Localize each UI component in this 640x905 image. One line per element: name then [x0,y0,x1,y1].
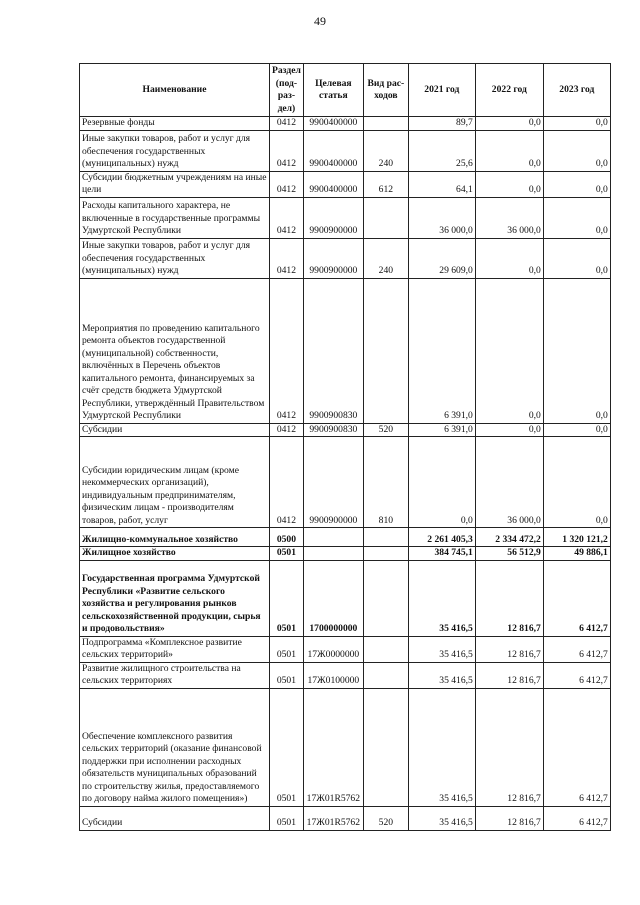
cell-target: 17Ж01R5762 [303,806,363,830]
table-row [80,423,611,437]
cell-expense: 240 [363,238,408,278]
cell-expense [363,278,408,423]
table-row [80,806,611,830]
table-row [80,547,611,561]
cell-section: 0500 [270,528,304,547]
table-row [80,528,611,547]
cell-section: 0412 [270,423,304,437]
cell-target: 9900900830 [303,278,363,423]
cell-2022: 2 334 472,2 [475,528,543,547]
cell-2023: 0,0 [543,437,610,528]
cell-target: 17Ж0100000 [303,662,363,688]
cell-2023: 0,0 [543,423,610,437]
cell-2021: 29 609,0 [408,238,475,278]
cell-name: Обеспечение комплексного развития сельских территорий (оказание финансовой поддержки при исполнении расходных обязательств муниципальных образований по строительству жилья, предоставляемого по договору найма жилого помещения») [80,688,270,806]
cell-2022: 0,0 [475,278,543,423]
cell-2021: 36 000,0 [408,197,475,238]
cell-2023: 0,0 [543,197,610,238]
cell-2023: 6 412,7 [543,806,610,830]
header-target: Целевая статья [303,64,363,117]
cell-expense: 520 [363,806,408,830]
table-row [80,238,611,278]
table-row [80,171,611,197]
cell-section: 0501 [270,688,304,806]
cell-target: 17Ж0000000 [303,636,363,662]
cell-2022: 36 000,0 [475,437,543,528]
cell-2023: 0,0 [543,117,610,131]
header-row [80,64,611,117]
cell-target: 1700000000 [303,560,363,636]
cell-2022: 0,0 [475,171,543,197]
cell-section: 0412 [270,238,304,278]
cell-name: Жилищное хозяйство [80,547,270,561]
cell-name: Резервные фонды [80,117,270,131]
cell-2023: 0,0 [543,171,610,197]
table-row [80,130,611,171]
cell-2021: 35 416,5 [408,636,475,662]
table-row [80,636,611,662]
cell-2021: 0,0 [408,437,475,528]
cell-expense: 520 [363,423,408,437]
cell-expense [363,560,408,636]
cell-2022: 12 816,7 [475,806,543,830]
cell-expense: 612 [363,171,408,197]
cell-expense [363,528,408,547]
cell-target: 9900900000 [303,197,363,238]
cell-expense [363,197,408,238]
header-2021: 2021 год [408,64,475,117]
cell-2021: 25,6 [408,130,475,171]
cell-2022: 12 816,7 [475,560,543,636]
cell-2021: 6 391,0 [408,278,475,423]
cell-name: Мероприятия по проведению капитального ремонта объектов государственной (муниципальной) собственности, включённых в Перечень объектов капитального ремонта, финансируемых за счёт средств бюджета Удмуртской Республики, утверждённый Правительством Удмуртской Республики [80,278,270,423]
header-2022: 2022 год [475,64,543,117]
table-row [80,197,611,238]
cell-expense: 810 [363,437,408,528]
cell-section: 0501 [270,806,304,830]
cell-expense [363,636,408,662]
cell-section: 0412 [270,130,304,171]
cell-2022: 0,0 [475,130,543,171]
cell-target: 9900900830 [303,423,363,437]
cell-2023: 1 320 121,2 [543,528,610,547]
cell-2023: 0,0 [543,278,610,423]
cell-section: 0412 [270,171,304,197]
cell-expense [363,117,408,131]
cell-2021: 35 416,5 [408,560,475,636]
cell-2022: 0,0 [475,423,543,437]
table-row [80,437,611,528]
cell-section: 0412 [270,197,304,238]
cell-target: 9900400000 [303,130,363,171]
cell-2021: 89,7 [408,117,475,131]
cell-target: 9900400000 [303,117,363,131]
cell-name: Субсидии [80,423,270,437]
cell-section: 0501 [270,560,304,636]
cell-name: Субсидии бюджетным учреждениям на иные цели [80,171,270,197]
cell-name: Субсидии [80,806,270,830]
cell-section: 0412 [270,437,304,528]
table-row [80,278,611,423]
cell-2023: 6 412,7 [543,662,610,688]
header-section: Раздел (под-раз-дел) [270,64,304,117]
cell-2021: 384 745,1 [408,547,475,561]
cell-2022: 12 816,7 [475,636,543,662]
cell-expense [363,662,408,688]
table-row [80,662,611,688]
cell-2023: 6 412,7 [543,560,610,636]
cell-name: Жилищно-коммунальное хозяйство [80,528,270,547]
header-expense: Вид рас-ходов [363,64,408,117]
cell-name: Субсидии юридическим лицам (кроме некоммерческих организаций), индивидуальным предпринимателям, физическим лицам - производителям товаров, работ, услуг [80,437,270,528]
cell-target [303,547,363,561]
cell-2023: 0,0 [543,130,610,171]
cell-2023: 6 412,7 [543,688,610,806]
cell-target [303,528,363,547]
cell-2022: 12 816,7 [475,662,543,688]
cell-section: 0501 [270,662,304,688]
header-name: Наименование [80,64,270,117]
page-number: 49 [314,14,326,28]
cell-name: Расходы капитального характера, не включенные в государственные программы Удмуртской Республики [80,197,270,238]
table-row [80,117,611,131]
cell-section: 0412 [270,117,304,131]
cell-target: 9900900000 [303,437,363,528]
cell-section: 0412 [270,278,304,423]
budget-table [79,63,611,831]
cell-2022: 0,0 [475,117,543,131]
cell-expense [363,688,408,806]
cell-2022: 56 512,9 [475,547,543,561]
cell-target: 9900900000 [303,238,363,278]
cell-2023: 49 886,1 [543,547,610,561]
cell-2021: 35 416,5 [408,688,475,806]
cell-2021: 6 391,0 [408,423,475,437]
cell-2021: 2 261 405,3 [408,528,475,547]
cell-expense: 240 [363,130,408,171]
cell-name: Развитие жилищного строительства на сельских территориях [80,662,270,688]
cell-section: 0501 [270,547,304,561]
cell-target: 9900400000 [303,171,363,197]
table-row [80,688,611,806]
table-row [80,560,611,636]
cell-name: Иные закупки товаров, работ и услуг для обеспечения государственных (муниципальных) нужд [80,238,270,278]
cell-2022: 12 816,7 [475,688,543,806]
cell-name: Иные закупки товаров, работ и услуг для обеспечения государственных (муниципальных) нужд [80,130,270,171]
cell-2023: 6 412,7 [543,636,610,662]
cell-2021: 64,1 [408,171,475,197]
cell-name: Государственная программа Удмуртской Республики «Развитие сельского хозяйства и регулирования рынков сельскохозяйственной продукции, сырья и продовольствия» [80,560,270,636]
cell-name: Подпрограмма «Комплексное развитие сельских территорий» [80,636,270,662]
cell-2021: 35 416,5 [408,662,475,688]
cell-expense [363,547,408,561]
cell-2023: 0,0 [543,238,610,278]
cell-2022: 0,0 [475,238,543,278]
header-2023: 2023 год [543,64,610,117]
cell-section: 0501 [270,636,304,662]
cell-2022: 36 000,0 [475,197,543,238]
cell-2021: 35 416,5 [408,806,475,830]
cell-target: 17Ж01R5762 [303,688,363,806]
